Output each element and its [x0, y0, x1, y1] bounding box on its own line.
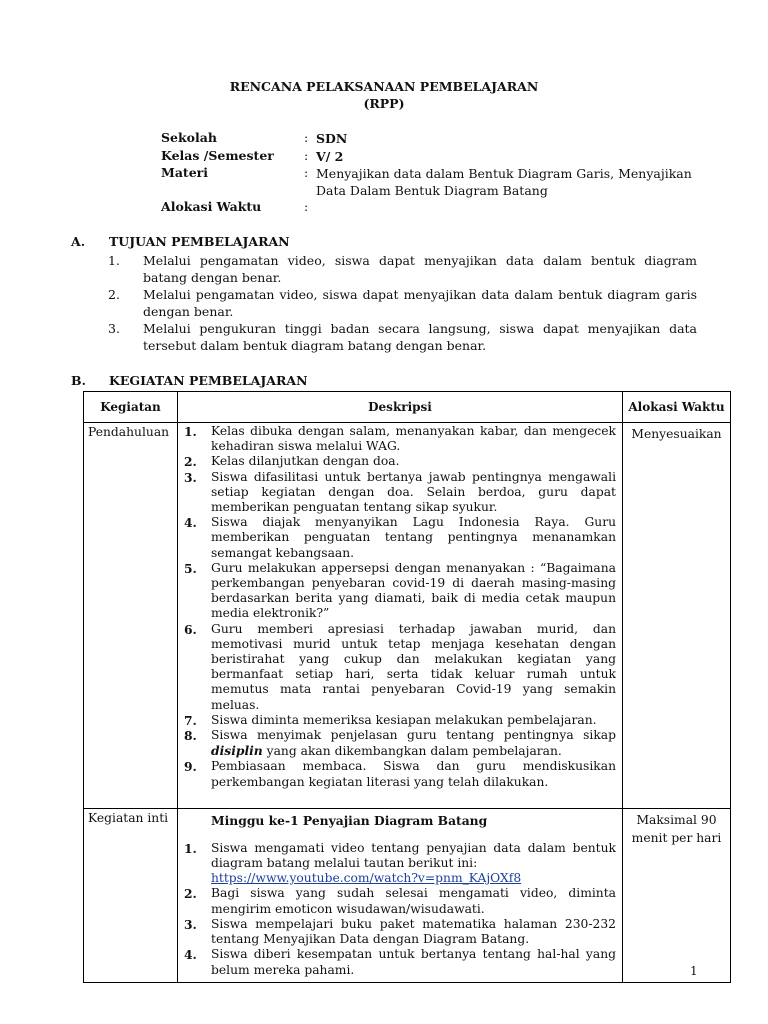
step-text: Siswa diberi kesempatan untuk bertanya tentang hal-hal yang belum mereka pahami.	[211, 947, 616, 977]
list-item	[184, 470, 616, 516]
list-item	[184, 561, 616, 622]
objective-item	[108, 252, 697, 286]
emphasis-word: disiplin	[211, 743, 263, 759]
cell-deskripsi	[178, 808, 623, 982]
step-text: Guru melakukan appersepsi dengan menanyakan : “Bagaimana perkembangan penyebaran covid-19 di daerah masing-masing berdasarkan berita yang diamati, baik di media cetak maupun media elektronik?”	[211, 560, 616, 621]
document-title: RENCANA PELAKSANAAN PEMBELAJARAN	[229, 79, 539, 94]
step-text: Pembiasaan membaca. Siswa dan guru mendiskusikan perkembangan kegiatan literasi yang telah dilakukan.	[211, 759, 616, 789]
list-item	[184, 622, 616, 713]
header-alokasi: Alokasi Waktu	[623, 392, 731, 423]
step-number: 4.	[184, 947, 197, 963]
cell-deskripsi	[178, 423, 623, 809]
list-item	[184, 841, 616, 887]
step-number: 1.	[184, 424, 197, 439]
section-title: KEGIATAN PEMBELAJARAN	[109, 373, 308, 388]
page-number: 1	[690, 964, 698, 978]
cell-alokasi: Maksimal 90 menit per hari	[623, 808, 731, 982]
steps-list	[184, 424, 616, 790]
step-number: 2.	[184, 886, 197, 902]
objective-number: 3.	[108, 321, 120, 336]
section-letter: A.	[71, 234, 86, 249]
table-header-row	[84, 392, 731, 423]
objective-text: Melalui pengukuran tinggi badan secara langsung, siswa dapat menyajikan data tersebut dalam bentuk diagram batang dengan benar.	[143, 321, 697, 353]
list-item	[184, 728, 616, 759]
step-number: 8.	[184, 728, 197, 744]
objective-text: Melalui pengamatan video, siswa dapat menyajikan data dalam bentuk diagram garis dengan benar.	[143, 287, 697, 319]
objectives-list	[108, 252, 697, 354]
activities-table	[83, 391, 731, 983]
step-text: Siswa diajak menyanyikan Lagu Indonesia Raya. Guru memberikan penguatan tentang pentingnya menanamkan semangat kebangsaan.	[211, 515, 616, 560]
list-item	[184, 454, 616, 469]
steps-list	[184, 841, 616, 978]
objective-item	[108, 286, 697, 320]
meta-colon: :	[304, 130, 309, 145]
list-item	[184, 759, 616, 789]
list-item	[184, 917, 616, 947]
meta-value: V/ 2	[316, 148, 344, 164]
meta-colon: :	[304, 165, 309, 180]
step-number: 9.	[184, 759, 197, 775]
table-row-kegiatan-inti	[84, 808, 731, 982]
step-text: Siswa menyimak penjelasan guru tentang pentingnya sikap	[211, 728, 616, 743]
header-kegiatan: Kegiatan	[84, 392, 178, 423]
cell-kegiatan: Kegiatan inti	[84, 808, 178, 982]
meta-label: Kelas /Semester	[161, 147, 274, 163]
step-number: 4.	[184, 515, 197, 531]
step-number: 2.	[184, 454, 197, 470]
section-title: TUJUAN PEMBELAJARAN	[109, 234, 290, 249]
header-deskripsi: Deskripsi	[178, 392, 623, 423]
step-text: Kelas dilanjutkan dengan doa.	[211, 454, 400, 469]
meta-value: SDN	[316, 131, 348, 146]
section-letter: B.	[71, 373, 86, 388]
step-text: Bagi siswa yang sudah selesai mengamati video, diminta mengirim emoticon wisudawan/wisudawati.	[211, 886, 616, 916]
list-item	[184, 886, 616, 916]
step-text: Siswa mempelajari buku paket matematika halaman 230-232 tentang Menyajikan Data dengan Diagram Batang.	[211, 916, 616, 947]
step-text: Kelas dibuka dengan salam, menanyakan kabar, dan mengecek kehadiran siswa melalui WAG.	[211, 424, 616, 454]
meta-value: Menyajikan data dalam Bentuk Diagram Garis, Menyajikan Data Dalam Bentuk Diagram Batang	[316, 166, 692, 198]
list-item	[184, 947, 616, 977]
objective-number: 2.	[108, 287, 120, 302]
meta-label: Sekolah	[161, 130, 217, 145]
meta-colon: :	[304, 147, 309, 163]
week-heading: Minggu ke-1 Penyajian Diagram Batang	[211, 812, 488, 828]
objective-number: 1.	[108, 253, 120, 268]
objective-item	[108, 320, 697, 354]
document-subtitle: (RPP)	[363, 96, 405, 111]
cell-kegiatan: Pendahuluan	[84, 423, 178, 809]
step-number: 5.	[184, 560, 197, 576]
objective-text: Melalui pengamatan video, siswa dapat menyajikan data dalam bentuk diagram batang dengan benar.	[143, 253, 697, 285]
step-number: 6.	[184, 621, 197, 637]
meta-colon: :	[304, 199, 309, 214]
cell-alokasi: Menyesuaikan	[623, 423, 731, 809]
table-row-pendahuluan	[84, 423, 731, 809]
step-text: Siswa mengamati video tentang penyajian data dalam bentuk diagram batang melalui tautan berikut ini:	[211, 840, 616, 871]
step-text: Guru memberi apresiasi terhadap jawaban murid, dan memotivasi murid untuk tetap menjaga kesehatan dengan beristirahat yang cukup dan melakukan kegiatan yang bermanfaat setiap hari, serta tidak keluar rumah untuk memutus mata rantai penyebaran Covid-19 yang semakin meluas.	[211, 621, 616, 712]
step-text: Siswa diminta memeriksa kesiapan melakukan pembelajaran.	[211, 712, 597, 727]
list-item	[184, 424, 616, 454]
step-text: yang akan dikembangkan dalam pembelajaran.	[262, 744, 562, 759]
step-number: 3.	[184, 469, 197, 485]
step-number: 1.	[184, 840, 197, 856]
meta-label: Alokasi Waktu	[161, 199, 262, 214]
step-number: 3.	[184, 916, 197, 932]
list-item	[184, 713, 616, 728]
list-item	[184, 515, 616, 561]
video-link[interactable]: https://www.youtube.com/watch?v=pnm_KAjOXf8	[211, 871, 522, 886]
meta-label: Materi	[161, 165, 208, 180]
step-number: 7.	[184, 712, 197, 728]
step-text: Siswa difasilitasi untuk bertanya jawab pentingnya mengawali setiap kegiatan dengan doa. Selain berdoa, guru dapat memberikan penguatan tentang sikap syukur.	[211, 469, 616, 515]
